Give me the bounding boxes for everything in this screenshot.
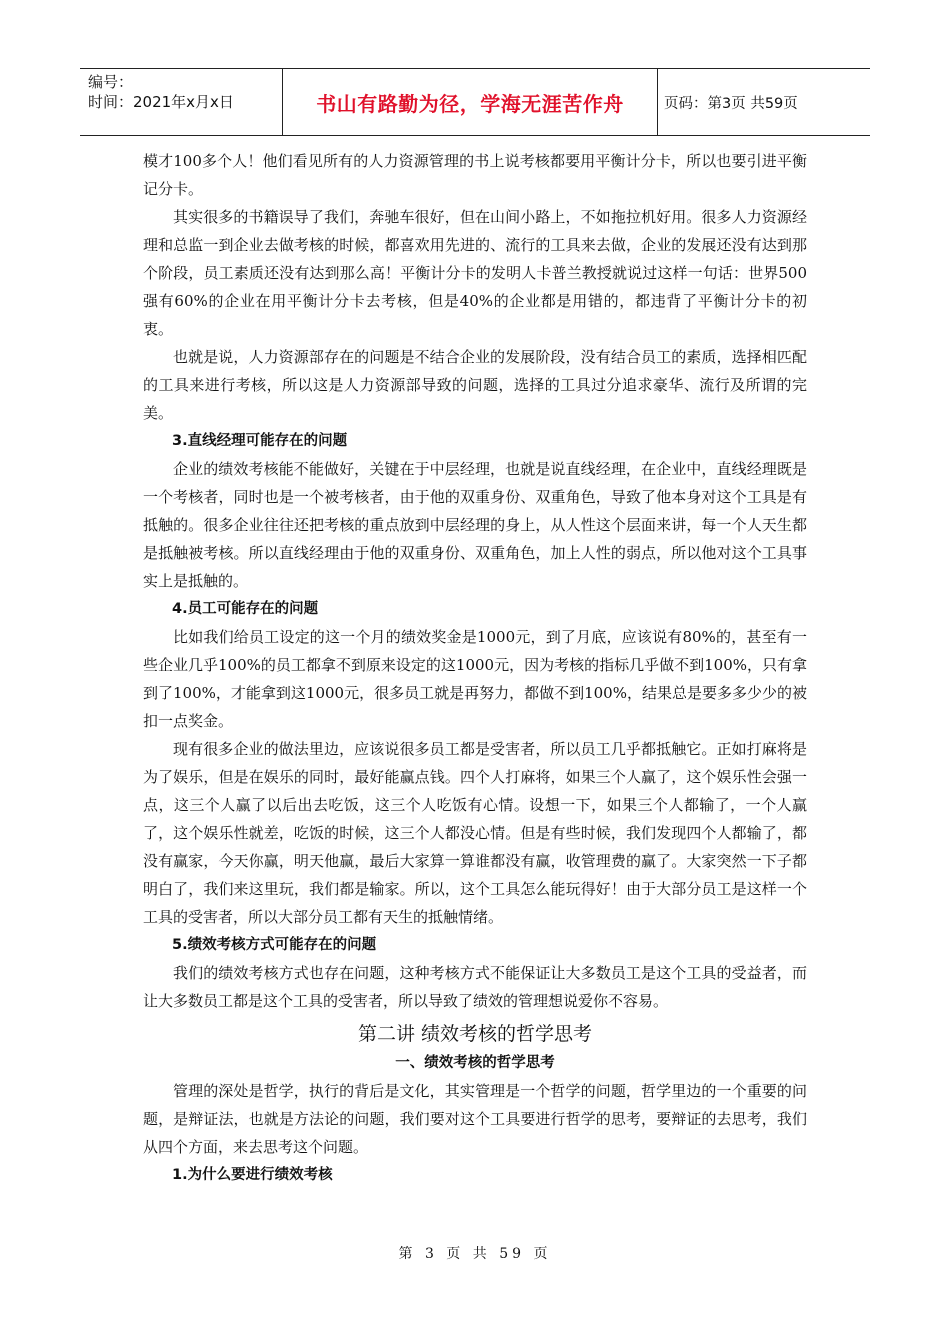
document-time-label: 时间：2021年x月x日	[88, 93, 234, 111]
paragraph: 也就是说，人力资源部存在的问题是不结合企业的发展阶段，没有结合员工的素质，选择相匹配的工具来进行考核，所以这是人力资源部导致的问题，选择的工具过分追求豪华、流行及所谓的完美。	[143, 348, 807, 422]
document-code-label: 编号：	[88, 73, 134, 91]
paragraph: 企业的绩效考核能不能做好，关键在于中层经理，也就是说直线经理，在企业中，直线经理既是一个考核者，同时也是一个被考核者，由于他的双重身份、双重角色，导致了他本身对这个工具是有抵触的。很多企业往往还把考核的重点放到中层经理的身上，从人性这个层面来讲，每一个人天生都是抵触被考核。所以直线经理由于他的双重身份、双重角色，加上人性的弱点，所以他对这个工具事实上是抵触的。	[143, 460, 807, 590]
header-page-info: 页码：第3页 共59页	[664, 95, 798, 112]
subheading-why-appraisal: 1.为什么要进行绩效考核	[172, 1167, 333, 1183]
document-body	[143, 147, 807, 1189]
paragraph: 我们的绩效考核方式也存在问题，这种考核方式不能保证让大多数员工是这个工具的受益者，而让大多数员工都是这个工具的受害者，所以导致了绩效的管理想说爱你不容易。	[143, 964, 807, 1010]
paragraph: 模才100多个人！他们看见所有的人力资源管理的书上说考核都要用平衡计分卡，所以也要引进平衡记分卡。	[143, 152, 807, 198]
subheading-appraisal-method: 5.绩效考核方式可能存在的问题	[172, 937, 377, 953]
header-meta-cell	[80, 69, 283, 135]
page-footer: 第 3 页 共 59 页	[398, 1246, 552, 1262]
subheading-employee: 4.员工可能存在的问题	[172, 601, 319, 617]
section-title: 一、绩效考核的哲学思考	[395, 1055, 555, 1071]
page-header	[80, 68, 870, 136]
header-motto: 书山有路勤为径，学海无涯苦作舟	[283, 69, 658, 135]
lecture-title: 第二讲 绩效考核的哲学思考	[357, 1023, 593, 1045]
paragraph: 管理的深处是哲学，执行的背后是文化，其实管理是一个哲学的问题，哲学里边的一个重要的问题，是辩证法，也就是方法论的问题，我们要对这个工具要进行哲学的思考，要辩证的去思考，我们从四个方面，来去思考这个问题。	[143, 1082, 807, 1156]
paragraph: 现有很多企业的做法里边，应该说很多员工都是受害者，所以员工几乎都抵触它。正如打麻将是为了娱乐，但是在娱乐的同时，最好能赢点钱。四个人打麻将，如果三个人赢了，这个娱乐性会强一点，这三个人赢了以后出去吃饭，这三个人吃饭有心情。设想一下，如果三个人都输了，一个人赢了，这个娱乐性就差，吃饭的时候，这三个人都没心情。但是有些时候，我们发现四个人都输了，都没有赢家，今天你赢，明天他赢，最后大家算一算谁都没有赢，收管理费的赢了。大家突然一下子都明白了，我们来这里玩，我们都是输家。所以，这个工具怎么能玩得好！由于大部分员工是这样一个工具的受害者，所以大部分员工都有天生的抵触情绪。	[143, 740, 807, 926]
paragraph: 比如我们给员工设定的这一个月的绩效奖金是1000元，到了月底，应该说有80%的，甚至有一些企业几乎100%的员工都拿不到原来设定的这1000元，因为考核的指标几乎做不到100%，只有拿到了100%，才能拿到这1000元，很多员工就是再努力，都做不到100%，结果总是要多多少少的被扣一点奖金。	[143, 628, 807, 730]
subheading-line-manager: 3.直线经理可能存在的问题	[172, 433, 348, 449]
paragraph: 其实很多的书籍误导了我们，奔驰车很好，但在山间小路上，不如拖拉机好用。很多人力资源经理和总监一到企业去做考核的时候，都喜欢用先进的、流行的工具来去做，企业的发展还没有达到那个阶段，员工素质还没有达到那么高！平衡计分卡的发明人卡普兰教授就说过这样一句话：世界500强有60%的企业在用平衡计分卡去考核，但是40%的企业都是用错的，都违背了平衡计分卡的初衷。	[143, 208, 807, 338]
